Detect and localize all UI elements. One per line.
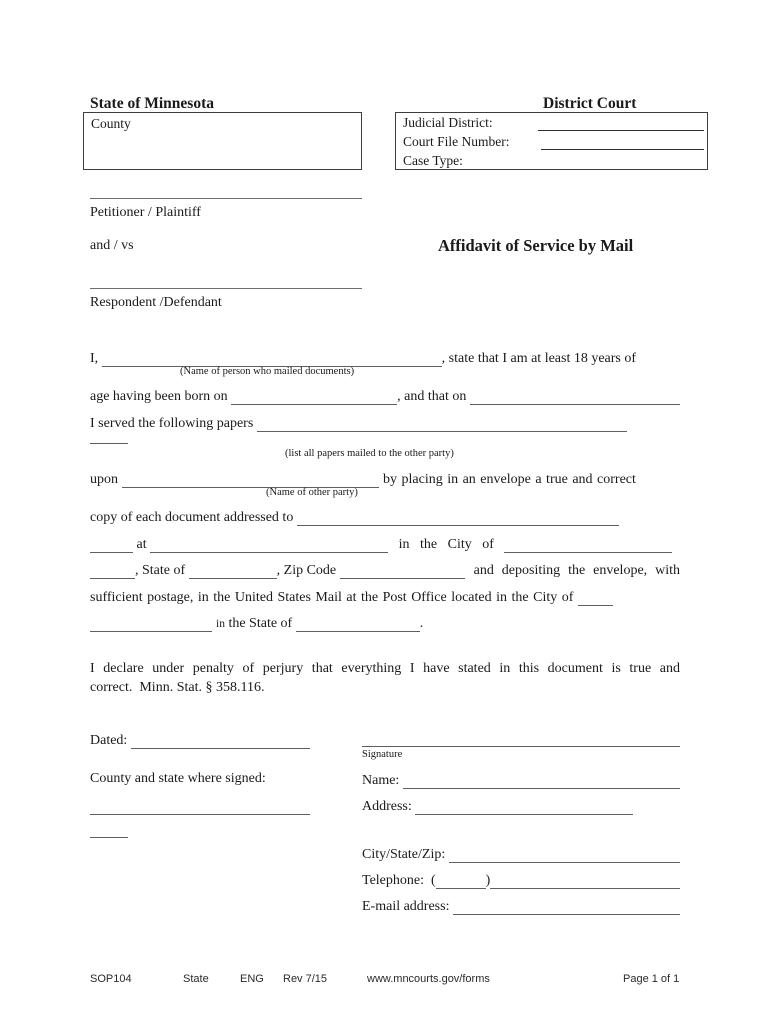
l10-period: . <box>419 616 424 631</box>
respondent-line[interactable] <box>90 288 362 289</box>
body-line-4 <box>90 426 680 445</box>
county-box[interactable] <box>83 112 362 170</box>
address-row <box>362 797 680 816</box>
court-file-number-row <box>396 132 707 151</box>
body-line-7 <box>90 535 672 554</box>
district-court-title: District Court <box>543 95 637 112</box>
judicial-district-label: Judicial District: <box>403 115 493 130</box>
judicial-district-row <box>396 113 707 132</box>
papers-cont-blank[interactable] <box>90 428 128 444</box>
state-blank[interactable] <box>189 563 277 579</box>
body-line-2 <box>90 387 680 406</box>
declaration-text-1: I declare under penalty of perjury that everything I have stated in this document is true and <box>90 661 680 676</box>
l7-city-text: in the City of <box>388 537 505 552</box>
footer-page-number: Page 1 of 1 <box>623 973 680 985</box>
l2-pre-text: age having been born on <box>90 389 232 404</box>
city-blank[interactable] <box>504 537 672 553</box>
signer-address-blank[interactable] <box>415 799 633 815</box>
telephone-area-code-blank[interactable] <box>436 873 486 889</box>
petitioner-label: Petitioner / Plaintiff <box>90 205 201 220</box>
address-label: Address: <box>362 799 416 814</box>
signature-blank[interactable] <box>362 731 680 747</box>
l10-in-text: in <box>216 618 225 630</box>
other-party-hint: (Name of other party) <box>266 487 358 498</box>
body-line-1 <box>90 349 680 368</box>
l1-post-text: , state that I am at least 18 years of <box>441 351 637 366</box>
county-state-signed-cont-row <box>90 820 310 839</box>
county-state-signed-row <box>90 797 310 816</box>
form-title: Affidavit of Service by Mail <box>438 236 634 255</box>
email-label: E-mail address: <box>362 899 453 914</box>
signature-row <box>362 729 680 748</box>
case-type-label: Case Type: <box>403 153 463 168</box>
county-label: County <box>91 116 131 131</box>
body-line-5 <box>90 470 680 489</box>
signer-city-state-zip-blank[interactable] <box>449 847 680 863</box>
l8-post-text: and depositing the envelope, with <box>473 563 680 578</box>
court-info-box <box>395 112 708 170</box>
footer-form-number: SOP104 <box>90 973 132 985</box>
footer-state: State <box>183 973 209 985</box>
telephone-label: Telephone: ( <box>362 873 436 888</box>
signer-name-blank[interactable] <box>403 773 680 789</box>
city-state-zip-row <box>362 845 680 864</box>
l5-pre-text: upon <box>90 472 122 487</box>
email-blank[interactable] <box>453 899 680 915</box>
l5-post-text: by placing in an envelope a true and correct <box>378 472 636 487</box>
post-office-state-blank[interactable] <box>296 616 420 632</box>
post-office-city-cont-blank[interactable] <box>90 616 212 632</box>
telephone-row <box>362 871 680 890</box>
respondent-label: Respondent /Defendant <box>90 295 222 310</box>
county-state-signed-cont-blank[interactable] <box>90 822 128 838</box>
l6-pre-text: copy of each document addressed to <box>90 510 297 525</box>
papers-hint: (list all papers mailed to the other party) <box>285 448 454 459</box>
county-state-signed-blank[interactable] <box>90 799 310 815</box>
judicial-district-blank[interactable] <box>538 115 704 131</box>
birth-date-blank[interactable] <box>231 389 397 405</box>
dated-row <box>90 731 310 750</box>
email-row <box>362 897 680 916</box>
l1-pre-text: I, <box>90 351 102 366</box>
state-title: State of Minnesota <box>90 95 214 112</box>
dated-label: Dated: <box>90 733 131 748</box>
addressee-blank[interactable] <box>297 510 619 526</box>
l9-text: sufficient postage, in the United States Mail at the Post Office located in the City of <box>90 590 578 605</box>
mailer-name-hint: (Name of person who mailed documents) <box>180 366 355 377</box>
declaration-text-2: correct. Minn. Stat. § 358.116. <box>90 680 265 695</box>
county-state-signed-label: County and state where signed: <box>90 771 266 786</box>
l3-pre-text: I served the following papers <box>90 416 257 431</box>
l8-zip-text: , Zip Code <box>276 563 340 578</box>
telephone-number-blank[interactable] <box>490 873 680 889</box>
telephone-close-paren: ) <box>485 873 491 888</box>
court-file-number-blank[interactable] <box>541 134 704 150</box>
body-line-9 <box>90 588 680 607</box>
body-line-10 <box>90 614 680 633</box>
footer-website-link[interactable]: www.mncourts.gov/forms <box>367 973 490 985</box>
footer-language: ENG <box>240 973 264 985</box>
city-cont-blank[interactable] <box>90 563 135 579</box>
l2-mid-text: , and that on <box>397 389 470 404</box>
body-line-8 <box>90 561 680 580</box>
court-file-number-label: Court File Number: <box>403 134 510 149</box>
declaration-line-1 <box>90 659 680 678</box>
addressee-cont-blank[interactable] <box>90 537 133 553</box>
service-date-blank[interactable] <box>470 389 680 405</box>
body-line-6 <box>90 508 680 527</box>
street-address-blank[interactable] <box>150 537 388 553</box>
declaration-line-2 <box>90 678 680 697</box>
l8-state-text: , State of <box>135 563 189 578</box>
l10-state-text: the State of <box>224 616 296 631</box>
petitioner-line[interactable] <box>90 198 362 199</box>
and-vs-label: and / vs <box>90 238 134 253</box>
l7-at-text: at <box>133 537 151 552</box>
name-row <box>362 771 680 790</box>
name-label: Name: <box>362 773 403 788</box>
post-office-city-blank[interactable] <box>578 590 613 606</box>
footer-revision: Rev 7/15 <box>283 973 328 985</box>
city-state-zip-label: City/State/Zip: <box>362 847 449 862</box>
zip-code-blank[interactable] <box>340 563 465 579</box>
case-type-row <box>396 151 707 170</box>
date-blank[interactable] <box>131 733 310 749</box>
signature-caption: Signature <box>362 749 403 760</box>
